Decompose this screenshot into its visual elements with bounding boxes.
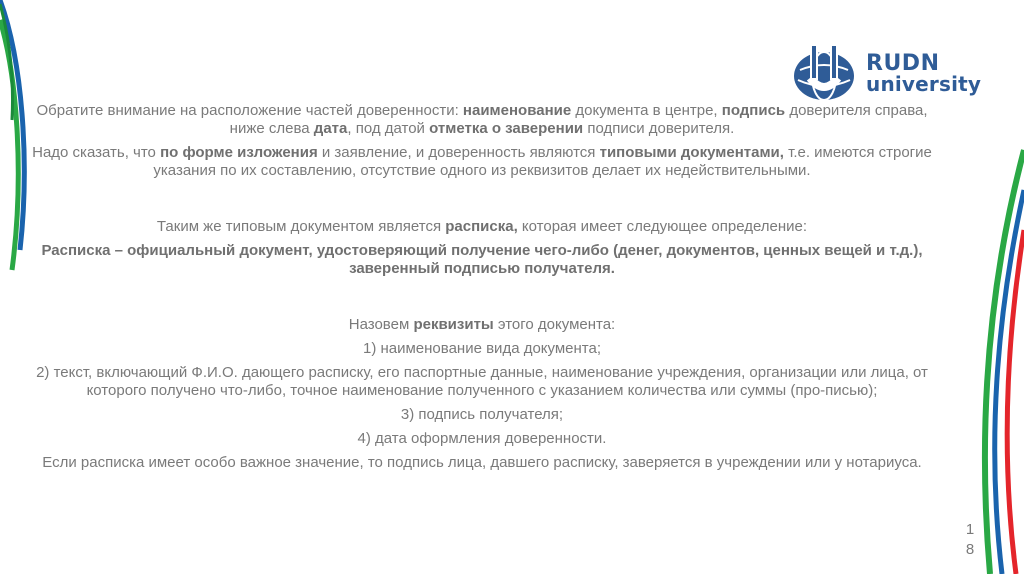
text-segment: которая имеет следующее определение: xyxy=(517,218,808,235)
paragraph-definition xyxy=(30,242,934,278)
text-segment: Назовем xyxy=(348,316,414,333)
paragraph-3 xyxy=(30,218,934,236)
text-segment: Надо сказать, что xyxy=(32,144,161,161)
logo-line-2: university xyxy=(866,72,982,96)
logo-line-1: RUDN xyxy=(866,51,940,76)
rudn-globe-logo-icon xyxy=(790,40,858,108)
bold-text-segment: наименование xyxy=(462,102,572,119)
bold-text-segment: по форме изложения xyxy=(160,144,318,161)
bold-text-segment: отметка о заверении xyxy=(429,120,584,137)
rudn-logo xyxy=(790,40,990,108)
text-segment: доверителя справа, ниже слева xyxy=(229,102,928,137)
text-segment: документа в центре, xyxy=(571,102,722,119)
text-segment: и заявление, и доверенность являются xyxy=(317,144,600,161)
text-segment: подписи доверителя. xyxy=(583,120,735,137)
paragraph-requisites-intro xyxy=(30,316,934,334)
bold-text-segment: расписка, xyxy=(445,218,518,235)
requisite-1: 1) наименование вида документа; xyxy=(362,340,602,357)
text-segment: Обратите внимание на расположение частей доверенности: xyxy=(36,102,463,119)
paragraph-1 xyxy=(30,102,934,138)
requisite-4: 4) дата оформления доверенности. xyxy=(357,430,607,447)
bold-text-segment: реквизиты xyxy=(413,316,494,333)
text-segment: этого документа: xyxy=(493,316,616,333)
slide-body xyxy=(30,102,934,472)
page-number-line-2: 8 xyxy=(965,541,975,558)
page-number-line-1: 1 xyxy=(965,521,975,538)
text-segment: т.е. имеются строгие указания по их составлению, отсутствие одного из реквизитов делает их недействительными. xyxy=(153,144,932,179)
text-segment: Таким же типовым документом является xyxy=(156,218,446,235)
page-number xyxy=(962,520,978,560)
bold-text-segment: типовыми документами, xyxy=(599,144,784,161)
bold-text-segment: подпись xyxy=(721,102,786,119)
requisite-2: 2) текст, включающий Ф.И.О. дающего расписку, его паспортные данные, наименование учреждения, организации или лица, от которого получено что-либо, точное наименование полученного с указанием количества или суммы (про-писью); xyxy=(36,364,928,399)
requisite-3: 3) подпись получателя; xyxy=(400,406,564,423)
paragraph-2 xyxy=(30,144,934,180)
logo-wordmark xyxy=(866,53,981,95)
bold-text-segment: Расписка – официальный документ, удостоверяющий получение чего-либо (денег, документов, ценных вещей и т.д.), заверенный подписью получателя. xyxy=(41,242,923,277)
bold-text-segment: дата xyxy=(313,120,348,137)
paragraph-notary: Если расписка имеет особо важное значение, то подпись лица, давшего расписку, заверяется в учреждении или у нотариуса. xyxy=(42,454,922,471)
text-segment: , под датой xyxy=(347,120,430,137)
